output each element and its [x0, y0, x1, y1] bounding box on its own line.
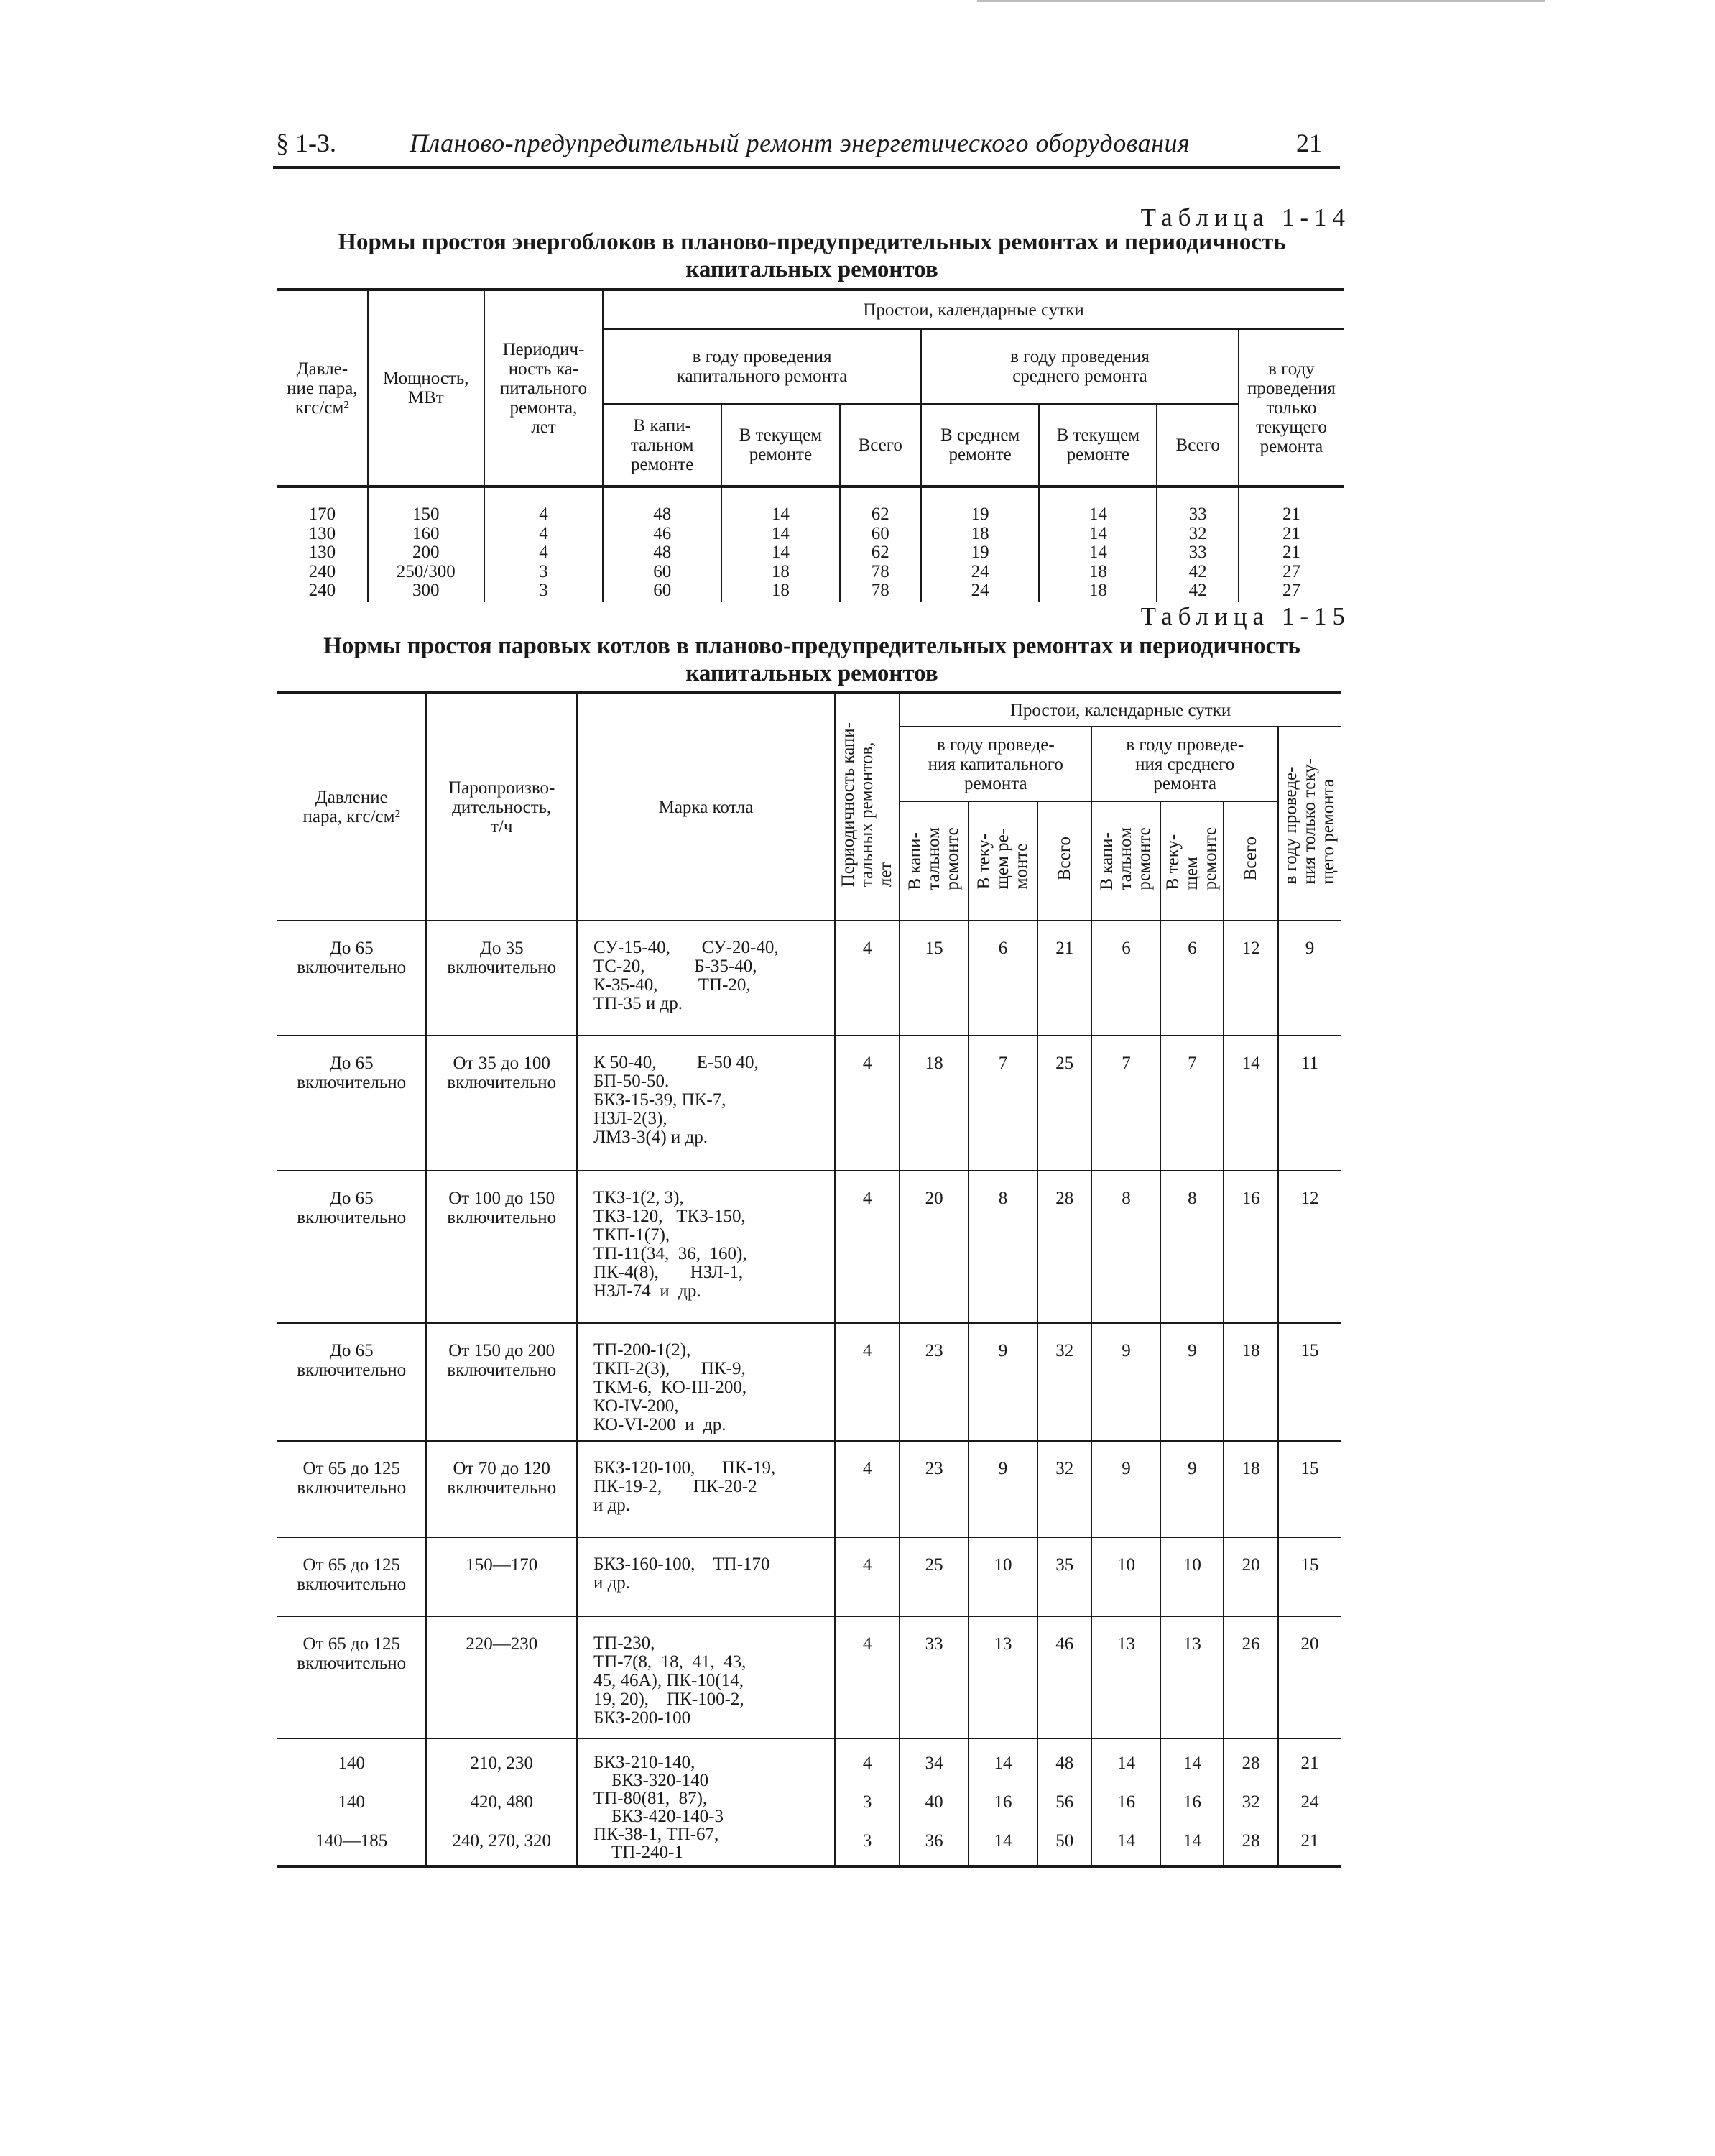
table-cell: 46 — [653, 523, 672, 543]
t14-col-mid-cur — [1039, 487, 1157, 602]
table-cell: 18 — [771, 581, 790, 600]
t15-h-cap-year: в году проведе- ния капитального ремонта — [900, 727, 1091, 801]
t15-r1-f: 14 — [1224, 1036, 1278, 1171]
table-14-label: Таблица 1-14 — [1140, 203, 1351, 231]
t15-r4-capacity: От 70 до 120 включительно — [426, 1441, 576, 1537]
t15-h-period-cell — [835, 693, 900, 921]
t14-h-in-cur: В текущем ремонте — [721, 404, 839, 487]
t14-col-values — [843, 505, 918, 601]
t14-h-in-cap: В капи- тальном ремонте — [603, 404, 721, 487]
t15-r5-d: 10 — [1091, 1537, 1160, 1616]
table-15 — [277, 691, 1341, 1868]
t14-h-in-mid: В среднем ремонте — [921, 404, 1039, 487]
table-cell: 18 — [1088, 561, 1107, 581]
t15-h-in-cap2-cell — [1091, 801, 1160, 921]
table-cell: 3 — [539, 561, 548, 581]
table-15-caption-line1: Нормы простоя паровых котлов в планово-предупредительных ремонтах и периодичность — [323, 633, 1300, 659]
t15-final-d: 14 16 14 — [1091, 1738, 1160, 1866]
t15-r0-brand: СУ-15-40, СУ-20-40, ТС-20, Б-35-40, К-35-40, ТП-20, ТП-35 и др. — [577, 921, 835, 1036]
t15-r2-d: 8 — [1091, 1171, 1160, 1323]
t15-h-downtime: Простои, календарные сутки — [900, 693, 1341, 727]
t14-h-in-cur2: В текущем ремонте — [1039, 404, 1157, 487]
t15-r0-f: 12 — [1224, 921, 1278, 1036]
table-row — [277, 1537, 1341, 1616]
t15-r2-e: 8 — [1160, 1171, 1224, 1323]
t15-r1-period: 4 — [835, 1036, 900, 1171]
t15-final-e: 14 16 14 — [1160, 1738, 1224, 1866]
t15-h-mid-year: в году проведе- ния среднего ремонта — [1091, 727, 1277, 801]
t14-h-mid-year: в году проведения среднего ремонта — [921, 329, 1239, 404]
t15-final-b: 14 16 14 — [969, 1738, 1037, 1866]
t14-col-power — [368, 487, 484, 602]
t14-col-values — [1160, 505, 1235, 601]
table-cell: 4 — [539, 523, 548, 543]
table-cell: 19 — [971, 543, 989, 562]
table-cell: 78 — [871, 581, 889, 600]
t15-r5-capacity: 150—170 — [426, 1537, 576, 1616]
t14-col-values — [725, 505, 836, 601]
t14-col-values — [606, 505, 718, 601]
t14-h-cur-year: в году проведения только текущего ремонта — [1239, 329, 1344, 487]
t15-r4-brand: БКЗ-120-100, ПК-19, ПК-19-2, ПК-20-2 и др. — [577, 1441, 835, 1537]
t15-h-in-cap2: В капи- тальном ремонте — [1097, 827, 1155, 890]
t15-h-cur-year-cell — [1278, 727, 1341, 921]
t14-h-pressure: Давле- ние пара, кгс/см² — [277, 290, 368, 487]
t15-final-period: 4 3 3 — [835, 1738, 900, 1866]
t14-col-values — [925, 505, 1035, 601]
t15-r3-pressure: До 65 включительно — [277, 1323, 426, 1441]
t15-h-in-cur2: В теку- щем ремонте — [1163, 827, 1221, 890]
table-row — [277, 1616, 1341, 1738]
running-title: Планово-предупредительный ремонт энергетического оборудования — [410, 129, 1191, 157]
t14-body — [277, 487, 1344, 602]
t14-col-mid-total — [1157, 487, 1239, 602]
t15-r3-c: 32 — [1037, 1323, 1092, 1441]
table-cell: 42 — [1188, 561, 1207, 581]
table-cell: 60 — [653, 581, 672, 600]
t15-r6-g: 20 — [1300, 1634, 1319, 1654]
table-cell: 240 — [308, 561, 336, 581]
t15-r4-f: 18 — [1224, 1441, 1278, 1537]
table-cell: 78 — [871, 561, 889, 581]
t15-r0-e: 6 — [1160, 921, 1224, 1036]
t15-r4-period: 4 — [835, 1441, 900, 1537]
t15-r6-c: 46 — [1037, 1616, 1092, 1738]
t15-r2-g: 12 — [1300, 1189, 1319, 1208]
t15-r1-e: 7 — [1160, 1036, 1224, 1171]
t15-r0-d: 6 — [1091, 921, 1160, 1036]
t15-r6-pressure: От 65 до 125 включительно — [277, 1616, 426, 1738]
t15-r3-g: 15 — [1300, 1341, 1319, 1360]
t15-r2-f: 16 — [1224, 1171, 1278, 1323]
section-number: § 1-3. — [276, 129, 336, 157]
t15-h-total2: Всего — [1241, 837, 1261, 881]
t15-r6-d: 13 — [1091, 1616, 1160, 1738]
table-cell: 150 — [412, 505, 440, 524]
table-cell: 32 — [1188, 523, 1207, 543]
t14-col-values — [371, 505, 481, 601]
t15-r3-period: 4 — [835, 1323, 900, 1441]
t15-r2-brand: ТКЗ-1(2, 3), ТКЗ-120, ТКЗ-150, ТКП-1(7), ТП-11(34, 36, 160), ПК-4(8), НЗЛ-1, НЗЛ-74 и др. — [577, 1171, 835, 1323]
table-cell: 160 — [412, 523, 440, 543]
t15-r3-a: 23 — [900, 1323, 969, 1441]
t15-r3-b: 9 — [969, 1323, 1037, 1441]
header-rule — [273, 166, 1340, 169]
t15-r4-b: 9 — [969, 1441, 1037, 1537]
t15-h-in-cap-cell — [900, 801, 969, 921]
table-cell: 14 — [1088, 543, 1107, 562]
t15-r0-c: 21 — [1037, 921, 1092, 1036]
table-row — [277, 1036, 1341, 1171]
t15-r0-b: 6 — [969, 921, 1037, 1036]
t14-col-cap-cur — [721, 487, 839, 602]
table-cell: 300 — [412, 581, 440, 600]
t14-col-values — [1242, 505, 1341, 601]
t15-r1-g: 11 — [1300, 1054, 1319, 1073]
t15-r2-c: 28 — [1037, 1171, 1092, 1323]
t15-r5-g: 15 — [1300, 1555, 1319, 1575]
table-cell: 42 — [1188, 581, 1207, 600]
t14-col-mid-mid — [921, 487, 1039, 602]
t15-r1-brand: К 50-40, Е-50 40, БП-50-50. БКЗ-15-39, ПК-7, НЗЛ-2(3), ЛМЗ-3(4) и др. — [577, 1036, 835, 1171]
t15-r4-pressure: От 65 до 125 включительно — [277, 1441, 426, 1537]
table-cell: 19 — [971, 505, 989, 524]
t15-h-pressure: Давление пара, кгс/см² — [277, 693, 426, 921]
table-cell: 62 — [871, 543, 889, 562]
t15-final-g: 21 24 21 — [1300, 1754, 1319, 1851]
table-cell: 21 — [1282, 523, 1300, 543]
t15-h-in-cap: В капи- тальном ремонте — [905, 827, 963, 890]
table-cell: 27 — [1282, 581, 1300, 600]
t15-h-total2-cell — [1224, 801, 1278, 921]
t15-r4-d: 9 — [1091, 1441, 1160, 1537]
table-cell: 14 — [771, 505, 790, 524]
t15-final-f: 28 32 28 — [1224, 1738, 1278, 1866]
table-14-caption — [273, 229, 1351, 283]
t15-r5-c: 35 — [1037, 1537, 1092, 1616]
t15-r5-b: 10 — [969, 1537, 1037, 1616]
t14-h-total: Всего — [840, 404, 922, 487]
top-edge-line — [977, 0, 1545, 2]
t15-r0-period: 4 — [835, 921, 900, 1036]
t15-r4-a: 23 — [900, 1441, 969, 1537]
t15-final-a: 34 40 36 — [900, 1738, 969, 1866]
table-cell: 48 — [653, 543, 672, 562]
t14-col-cap-total — [840, 487, 922, 602]
t15-h-total: Всего — [1054, 837, 1074, 881]
t15-r6-period: 4 — [835, 1616, 900, 1738]
t15-r6-brand: ТП-230, ТП-7(8, 18, 41, 43, 45, 46А), ПК-10(14, 19, 20), ПК-100-2, БКЗ-200-100 — [577, 1616, 835, 1738]
page-number: 21 — [1296, 129, 1322, 157]
table-row — [277, 1171, 1341, 1323]
table-row — [277, 1323, 1341, 1441]
t14-h-power: Мощность, МВт — [368, 290, 484, 487]
t14-col-values — [488, 505, 599, 601]
t15-r2-period: 4 — [835, 1171, 900, 1323]
t15-r2-pressure: До 65 включительно — [277, 1171, 426, 1323]
t15-r3-f: 18 — [1224, 1323, 1278, 1441]
t14-col-values — [1043, 505, 1153, 601]
t15-r4-e: 9 — [1160, 1441, 1224, 1537]
t15-r3-d: 9 — [1091, 1323, 1160, 1441]
table-cell: 250/300 — [396, 561, 456, 581]
table-14-caption-line1: Нормы простоя энергоблоков в планово-предупредительных ремонтах и периодичность — [338, 229, 1286, 255]
table-cell: 27 — [1282, 561, 1300, 581]
t15-r5-f: 20 — [1224, 1537, 1278, 1616]
t14-col-period — [484, 487, 603, 602]
t15-r5-e: 10 — [1160, 1537, 1224, 1616]
t14-h-total2: Всего — [1157, 404, 1239, 487]
table-cell: 33 — [1188, 543, 1207, 562]
t15-final-capacity: 210, 230 420, 480 240, 270, 320 — [426, 1738, 576, 1866]
table-cell: 14 — [771, 523, 790, 543]
table-cell: 48 — [653, 505, 672, 524]
table-cell: 14 — [1088, 523, 1107, 543]
t15-r5-period: 4 — [835, 1537, 900, 1616]
table-14 — [277, 288, 1344, 602]
t15-final-c: 48 56 50 — [1037, 1738, 1092, 1866]
t15-r3-brand: ТП-200-1(2), ТКП-2(3), ПК-9, ТКМ-6, КО-III-200, КО-IV-200, КО-VI-200 и др. — [577, 1323, 835, 1441]
table-cell: 240 — [308, 581, 336, 600]
table-cell: 18 — [971, 523, 989, 543]
table-cell: 33 — [1188, 505, 1207, 524]
t15-final-brand: БКЗ-210-140, БКЗ-320-140 ТП-80(81, 87), БКЗ-420-140-3 ПК-38-1, ТП-67, ТП-240-1 — [577, 1738, 835, 1866]
t15-r0-a: 15 — [900, 921, 969, 1036]
table-cell: 200 — [412, 543, 440, 562]
t15-r6-capacity: 220—230 — [426, 1616, 576, 1738]
t15-r3-e: 9 — [1160, 1323, 1224, 1441]
t15-r2-capacity: От 100 до 150 включительно — [426, 1171, 576, 1323]
t15-h-total-cell — [1037, 801, 1092, 921]
table-cell: 130 — [308, 523, 336, 543]
t15-r4-g: 15 — [1300, 1459, 1319, 1478]
t15-r1-d: 7 — [1091, 1036, 1160, 1171]
t15-h-period: Периодичность капи- тальных ремонтов, лет — [838, 722, 896, 888]
t14-h-downtime: Простои, календарные сутки — [603, 290, 1344, 329]
t15-r6-e: 13 — [1160, 1616, 1224, 1738]
table-cell: 14 — [771, 543, 790, 562]
t14-col-cur-only — [1239, 487, 1344, 602]
t15-r0-pressure: До 65 включительно — [277, 921, 426, 1036]
t15-r6-b: 13 — [969, 1616, 1037, 1738]
table-cell: 62 — [871, 505, 889, 524]
t14-col-cap-cap — [603, 487, 721, 602]
t15-r6-f: 26 — [1224, 1616, 1278, 1738]
t15-r2-a: 20 — [900, 1171, 969, 1323]
table-row — [277, 1441, 1341, 1537]
t15-r1-b: 7 — [969, 1036, 1037, 1171]
table-cell: 24 — [971, 561, 989, 581]
table-cell: 130 — [308, 543, 336, 562]
t14-h-cap-year: в году проведения капитального ремонта — [603, 329, 921, 404]
t15-r0-g: 9 — [1305, 939, 1315, 958]
table-cell: 4 — [539, 505, 548, 524]
t15-r1-c: 25 — [1037, 1036, 1092, 1171]
t15-r6-a: 33 — [900, 1616, 969, 1738]
table-cell: 18 — [771, 561, 790, 581]
t15-h-capacity: Паропроизво- дительность, т/ч — [426, 693, 576, 921]
t15-r2-b: 8 — [969, 1171, 1037, 1323]
table-15-caption-line2: капитальных ремонтов — [685, 660, 938, 686]
table-cell: 24 — [971, 581, 989, 600]
t15-r3-capacity: От 150 до 200 включительно — [426, 1323, 576, 1441]
table-14-caption-line2: капитальных ремонтов — [685, 257, 938, 282]
t15-h-cur-year: в году проведе- ния только теку- щего ремонта — [1280, 758, 1338, 885]
table-cell: 4 — [539, 543, 548, 562]
t15-h-in-cur2-cell — [1160, 801, 1224, 921]
t15-r4-c: 32 — [1037, 1441, 1092, 1537]
t15-h-in-cur: В теку- щем ре- монте — [974, 828, 1031, 890]
t15-r0-capacity: До 35 включительно — [426, 921, 576, 1036]
t15-final-pressure: 140 140 140—185 — [277, 1738, 426, 1866]
t14-col-pressure — [277, 487, 368, 602]
t14-col-values — [280, 505, 364, 601]
t15-r5-pressure: От 65 до 125 включительно — [277, 1537, 426, 1616]
t15-r5-brand: БКЗ-160-100, ТП-170 и др. — [577, 1537, 835, 1616]
table-cell: 21 — [1282, 543, 1300, 562]
t15-r1-pressure: До 65 включительно — [277, 1036, 426, 1171]
t15-r1-capacity: От 35 до 100 включительно — [426, 1036, 576, 1171]
t15-r1-a: 18 — [900, 1036, 969, 1171]
t14-h-period: Периодич- ность ка- питального ремонта, лет — [484, 290, 603, 487]
table-row — [277, 1738, 1341, 1866]
t15-r5-a: 25 — [900, 1537, 969, 1616]
table-cell: 60 — [871, 523, 889, 543]
table-cell: 18 — [1088, 581, 1107, 600]
table-cell: 14 — [1088, 505, 1107, 524]
table-cell: 3 — [539, 581, 548, 600]
table-15-label: Таблица 1-15 — [1140, 602, 1351, 630]
t15-h-brand: Марка котла — [577, 693, 835, 921]
table-15-caption — [273, 632, 1351, 687]
table-cell: 21 — [1282, 505, 1300, 524]
table-cell: 170 — [308, 505, 336, 524]
table-row — [277, 921, 1341, 1036]
running-header — [273, 124, 1351, 167]
table-cell: 60 — [653, 561, 672, 581]
t15-h-in-cur-cell — [969, 801, 1037, 921]
